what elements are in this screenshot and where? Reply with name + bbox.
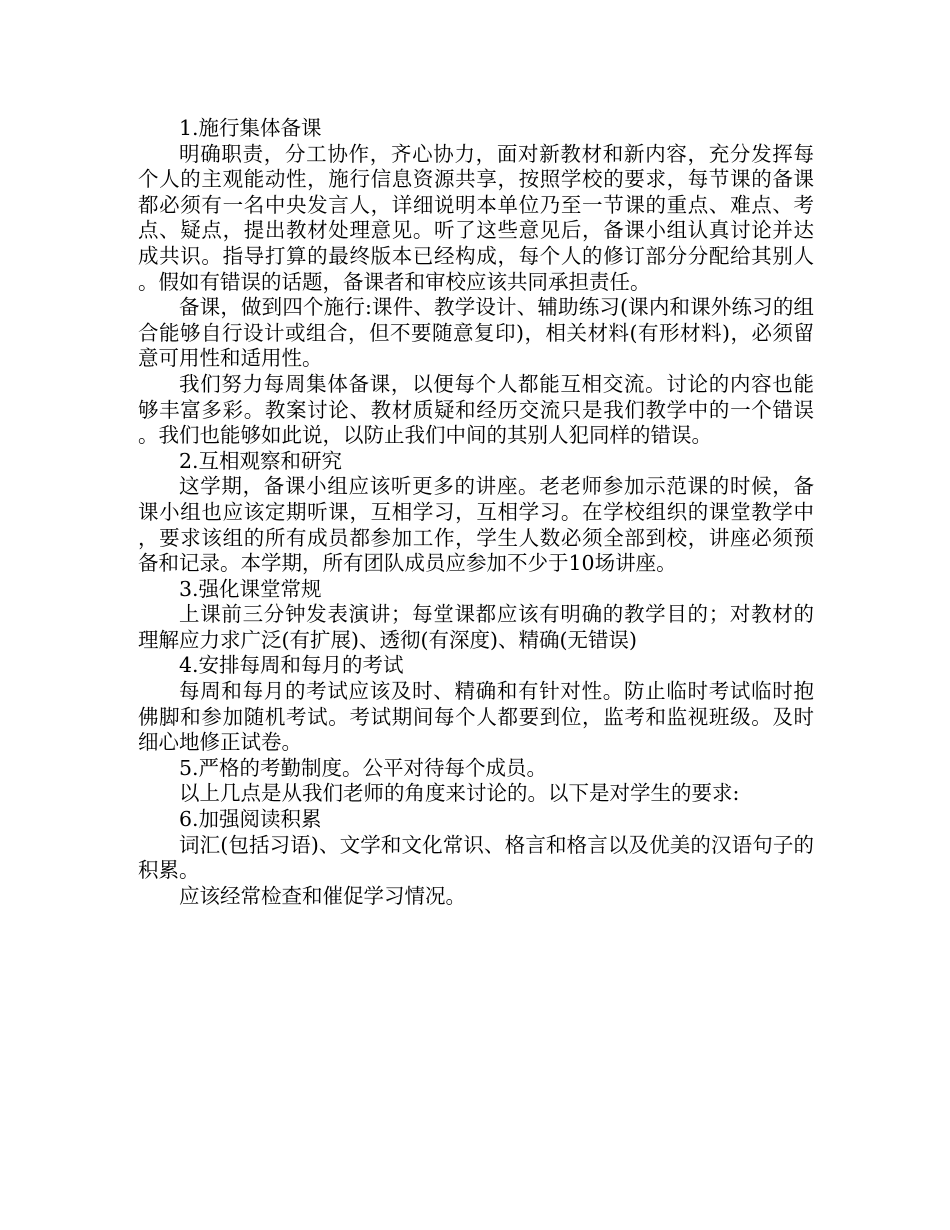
heading-exams: 4.安排每周和每月的考试	[179, 653, 404, 678]
paragraph-check-progress: 应该经常检查和催促学习情况。	[179, 883, 466, 908]
paragraph-classroom-routine: 上课前三分钟发表演讲；每堂课都应该有明确的教学目的；对教材的理解应力求广泛(有扩展)、透彻(有深度)、精确(无错误)	[138, 602, 814, 652]
paragraph-transition: 以上几点是从我们老师的角度来讨论的。以下是对学生的要求:	[179, 781, 740, 806]
heading-observation-research: 2.互相观察和研究	[179, 448, 343, 473]
paragraph-vocabulary: 词汇(包括习语)、文学和文化常识、格言和格言以及优美的汉语句子的积累。	[138, 832, 814, 883]
heading-collective-lesson-prep: 1.施行集体备课	[179, 116, 322, 140]
document-body	[138, 116, 814, 909]
heading-attendance: 5.严格的考勤制度。公平对待每个成员。	[179, 755, 548, 780]
paragraph-lectures: 这学期，备课小组应该听更多的讲座。老老师参加示范课的时候，备课小组也应该定期听课，互相学习，互相学习。在学校组织的课堂教学中，要求该组的所有成员都参加工作，学生人数必须全部到校，讲座必须预备和记录。本学期，所有团队成员应参加不少于10场讲座。	[138, 474, 814, 576]
heading-reading: 6.加强阅读积累	[179, 807, 322, 832]
heading-classroom-routine: 3.强化课堂常规	[179, 576, 322, 601]
paragraph-four-implementations: 备课，做到四个施行:课件、教学设计、辅助练习(课内和课外练习的组合能够自行设计或组合，但不要随意复印)，相关材料(有形材料)，必须留意可用性和适用性。	[138, 295, 814, 371]
paragraph-responsibilities: 明确职责，分工协作，齐心协力，面对新教材和新内容，充分发挥每个人的主观能动性，施行信息资源共享，按照学校的要求，每节课的备课都必须有一名中央发言人，详细说明本单位乃至一节课的重点、难点、考点、疑点，提出教材处理意见。听了这些意见后，备课小组认真讨论并达成共识。指导打算的最终版本已经构成，每个人的修订部分分配给其别人。假如有错误的话题，备课者和审校应该共同承担责任。	[138, 141, 814, 294]
paragraph-exams: 每周和每月的考试应该及时、精确和有针对性。防止临时考试临时抱佛脚和参加随机考试。考试期间每个人都要到位，监考和监视班级。及时细心地修正试卷。	[138, 679, 814, 755]
paragraph-weekly-prep: 我们努力每周集体备课，以便每个人都能互相交流。讨论的内容也能够丰富多彩。教案讨论、教材质疑和经历交流只是我们教学中的一个错误。我们也能够如此说，以防止我们中间的其别人犯同样的错误。	[138, 371, 814, 448]
